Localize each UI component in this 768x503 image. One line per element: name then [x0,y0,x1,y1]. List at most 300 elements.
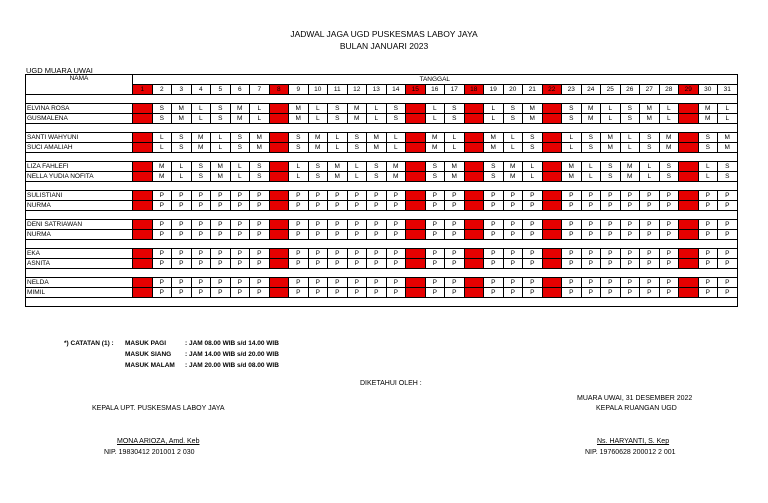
shift-cell: L [503,143,523,153]
shift-cell: L [328,143,348,153]
shift-cell: L [250,114,270,124]
shift-cell: M [581,114,601,124]
shift-cell: M [250,143,270,153]
shift-cell: M [191,143,211,153]
shift-hours-value: : JAM 20.00 WIB s/d 08.00 WIB [185,362,279,369]
shift-cell: P [581,191,601,201]
shift-cell: P [523,230,543,240]
shift-cell: L [133,278,153,288]
shift-cell: P [328,259,348,269]
shift-cell: P [172,220,192,230]
shift-cell: P [581,259,601,269]
shift-cell: L [542,220,562,230]
shift-cell: P [308,201,328,211]
shift-cell: M [698,104,718,114]
shift-cell: P [503,259,523,269]
shift-cell: S [133,172,153,182]
shift-cell: P [425,191,445,201]
shift-cell: L [269,220,289,230]
shift-cell: S [698,133,718,143]
shift-cell: L [172,162,192,172]
shift-cell: S [211,104,231,114]
shift-cell: S [133,162,153,172]
shift-cell: M [133,143,153,153]
day-number-cell: 24 [581,85,601,95]
group-spacer-row [26,240,738,249]
shift-cell: P [230,191,250,201]
staff-row [26,133,738,143]
staff-row [26,201,738,211]
shift-cell: P [133,201,153,211]
group-spacer-row [26,124,738,133]
shift-cell: P [464,259,484,269]
shift-cell: P [620,230,640,240]
shift-cell: S [464,143,484,153]
shift-cell: M [562,162,582,172]
shift-cell: S [406,133,426,143]
shift-cell: P [152,278,172,288]
shift-cell: P [328,220,348,230]
shift-cell: M [425,143,445,153]
shift-cell: P [406,230,426,240]
shift-cell: M [347,104,367,114]
day-number-cell: 21 [523,85,543,95]
shift-cell: L [542,259,562,269]
shift-cell: S [601,162,621,172]
shift-cell: P [289,191,309,201]
shift-cell: P [152,201,172,211]
shift-cell: P [250,259,270,269]
shift-cell: M [698,114,718,124]
shift-cell: L [464,220,484,230]
shift-cell: P [211,191,231,201]
shift-cell: P [191,259,211,269]
shift-cell: M [640,114,660,124]
shift-cell: M [289,114,309,124]
shift-cell: P [659,230,679,240]
shift-cell: P [640,230,660,240]
day-number-cell: 13 [367,85,387,95]
shift-cell: L [269,249,289,259]
shift-cell: P [698,201,718,211]
shift-cell: L [601,104,621,114]
shift-cell: P [620,288,640,298]
shift-cell: P [659,191,679,201]
shift-cell: P [308,249,328,259]
shift-cell: P [172,191,192,201]
shift-cell: P [152,288,172,298]
shift-cell: L [386,143,406,153]
day-number-row [26,85,738,95]
shift-cell: L [269,133,289,143]
shift-hours-value: : JAM 08.00 WIB s/d 14.00 WIB [185,340,279,347]
shift-cell: P [464,249,484,259]
shift-cell: S [484,172,504,182]
shift-cell: L [679,220,699,230]
day-number-cell: 28 [659,85,679,95]
shift-cell: P [445,201,465,211]
shift-cell: M [601,133,621,143]
staff-name: LIZA FAHLEFI [26,162,133,172]
shift-cell: P [367,249,387,259]
shift-cell: S [718,172,738,182]
shift-cell: P [445,259,465,269]
shift-cell: P [562,259,582,269]
shift-cell: L [347,172,367,182]
name-column-header: NAMA [26,75,133,95]
shift-cell: P [581,201,601,211]
shift-cell: S [562,104,582,114]
shift-cell: M [659,133,679,143]
shift-cell: P [328,288,348,298]
shift-cell: P [679,288,699,298]
shift-cell: P [230,230,250,240]
right-signatory-role: KEPALA RUANGAN UGD [596,405,677,412]
shift-cell: P [328,249,348,259]
shift-cell: L [133,230,153,240]
shift-cell: P [289,278,309,288]
shift-cell: M [133,133,153,143]
shift-cell: S [679,114,699,124]
shift-cell: L [679,249,699,259]
shift-cell: S [542,162,562,172]
shift-cell: P [289,249,309,259]
shift-cell: M [172,114,192,124]
shift-cell: L [620,143,640,153]
shift-cell: P [425,201,445,211]
shift-cell: L [172,172,192,182]
shift-cell: P [386,230,406,240]
shift-cell: L [679,201,699,211]
day-number-cell: 2 [152,85,172,95]
shift-cell: P [718,191,738,201]
spacer-cell [26,269,738,278]
shift-cell: P [523,278,543,288]
shift-cell: P [484,259,504,269]
shift-cell: P [386,220,406,230]
staff-name: GUSMALENA [26,114,133,124]
shift-cell: L [581,172,601,182]
shift-cell: L [406,172,426,182]
shift-cell: S [406,143,426,153]
shift-cell: P [601,249,621,259]
shift-cell: M [191,133,211,143]
shift-cell: P [601,278,621,288]
day-number-cell: 4 [191,85,211,95]
shift-cell: L [581,162,601,172]
shift-cell: P [152,230,172,240]
day-number-cell: 1 [133,85,153,95]
shift-cell: P [289,220,309,230]
shift-cell: P [152,191,172,201]
shift-cell: L [269,259,289,269]
shift-cell: P [211,230,231,240]
shift-cell: P [601,259,621,269]
shift-cell: L [464,201,484,211]
shift-cell: L [484,114,504,124]
shift-cell: P [250,288,270,298]
staff-row [26,191,738,201]
shift-cell: S [464,133,484,143]
shift-cell: S [484,162,504,172]
shift-cell: S [347,133,367,143]
shift-cell: P [386,259,406,269]
shift-cell: M [289,104,309,114]
spacer-cell [26,95,738,104]
shift-hours-label: MASUK SIANG [125,351,172,358]
shift-cell: M [211,172,231,182]
shift-cell: L [679,191,699,201]
shift-cell: S [503,104,523,114]
shift-cell: P [620,191,640,201]
staff-name: NELDA [26,278,133,288]
shift-cell: P [367,201,387,211]
day-number-cell: 16 [425,85,445,95]
shift-cell: L [659,114,679,124]
shift-cell: M [367,133,387,143]
shift-cell: P [445,230,465,240]
shift-cell [133,114,153,124]
shift-cell: P [562,249,582,259]
shift-cell: P [445,220,465,230]
shift-cell: P [328,230,348,240]
shift-cell: S [250,162,270,172]
shift-cell: P [425,278,445,288]
shift-cell: P [484,288,504,298]
shift-cell: M [172,104,192,114]
shift-cell: P [230,201,250,211]
day-number-cell: 6 [230,85,250,95]
notes-label: *) CATATAN (1) : [64,340,114,347]
shift-cell: P [659,259,679,269]
shift-cell: M [328,172,348,182]
shift-cell: P [698,259,718,269]
shift-cell: L [503,133,523,143]
shift-cell: P [230,259,250,269]
shift-cell: M [445,172,465,182]
shift-cell: S [191,162,211,172]
shift-cell: L [542,104,562,114]
shift-cell: P [172,259,192,269]
shift-cell: S [289,133,309,143]
shift-cell: L [269,230,289,240]
shift-cell: L [542,288,562,298]
shift-cell: L [308,114,328,124]
shift-cell: M [484,143,504,153]
staff-row [26,278,738,288]
shift-cell: P [172,278,192,288]
shift-cell: L [191,104,211,114]
shift-cell: P [191,191,211,201]
staff-row [26,162,738,172]
shift-cell: L [640,162,660,172]
shift-cell: L [269,143,289,153]
shift-cell: P [484,278,504,288]
shift-cell: L [718,104,738,114]
day-number-cell: 22 [542,85,562,95]
shift-cell: P [659,220,679,230]
shift-cell: P [211,288,231,298]
shift-cell: M [601,143,621,153]
shift-cell: L [542,230,562,240]
shift-cell: S [620,114,640,124]
shift-cell: P [503,288,523,298]
shift-cell: P [347,259,367,269]
staff-name: EKA [26,249,133,259]
shift-cell: P [250,201,270,211]
shift-cell: L [464,191,484,201]
shift-cell: L [698,162,718,172]
shift-cell: S [172,133,192,143]
shift-cell: P [425,288,445,298]
document-title: JADWAL JAGA UGD PUSKESMAS LABOY JAYA [290,29,478,39]
left-signatory-role: KEPALA UPT. PUSKESMAS LABOY JAYA [92,405,225,412]
shift-cell: P [698,230,718,240]
shift-cell: P [659,201,679,211]
shift-cell: M [679,162,699,172]
shift-cell: M [347,114,367,124]
shift-cell: M [328,162,348,172]
shift-cell: L [445,143,465,153]
shift-cell: P [230,288,250,298]
shift-cell: P [133,191,153,201]
shift-cell: L [133,259,153,269]
shift-cell: P [718,201,738,211]
staff-name: NURMA [26,230,133,240]
shift-cell: P [425,259,445,269]
shift-cell: L [425,114,445,124]
day-number-cell: 17 [445,85,465,95]
shift-cell [133,104,153,114]
day-number-cell: 14 [386,85,406,95]
shift-cell: P [503,278,523,288]
day-number-cell: 26 [620,85,640,95]
shift-cell: P [523,288,543,298]
shift-cell: P [445,278,465,288]
shift-cell: P [601,230,621,240]
day-number-cell: 30 [698,85,718,95]
shift-cell: L [152,133,172,143]
shift-cell: P [172,288,192,298]
shift-cell: S [367,162,387,172]
shift-cell: P [620,201,640,211]
shift-cell: L [133,288,153,298]
document-subtitle: BULAN JANUARI 2023 [339,41,429,51]
shift-cell: M [542,133,562,143]
shift-cell: P [523,249,543,259]
shift-cell: P [289,201,309,211]
shift-cell: P [523,220,543,230]
shift-cell: S [659,172,679,182]
shift-cell: M [640,104,660,114]
shift-cell: P [191,249,211,259]
right-signatory-nip: NIP. 19760628 200012 2 001 [585,449,676,456]
day-number-cell: 8 [269,85,289,95]
shift-cell: P [230,278,250,288]
shift-cell: P [718,220,738,230]
shift-cell: P [620,220,640,230]
shift-cell: M [250,133,270,143]
shift-cell: P [308,278,328,288]
shift-cell: P [347,230,367,240]
group-spacer-row [26,95,738,104]
shift-cell: P [386,288,406,298]
shift-cell: S [191,172,211,182]
shift-cell: P [367,191,387,201]
shift-cell: L [464,288,484,298]
shift-cell: M [503,162,523,172]
shift-cell: P [367,230,387,240]
shift-cell: S [445,114,465,124]
tanggal-header: TANGGAL [133,75,738,85]
group-spacer-row [26,269,738,278]
shift-cell: P [191,288,211,298]
shift-cell: P [211,278,231,288]
shift-cell: S [386,104,406,114]
shift-cell: L [211,143,231,153]
shift-cell: P [328,201,348,211]
shift-cell: P [601,220,621,230]
shift-cell: M [542,143,562,153]
day-number-cell: 15 [406,85,426,95]
shift-cell: M [230,114,250,124]
shift-cell: P [679,278,699,288]
shift-cell: P [523,259,543,269]
shift-cell: P [308,191,328,201]
shift-cell: L [308,104,328,114]
staff-row [26,172,738,182]
shift-cell: P [152,249,172,259]
shift-cell: M [386,172,406,182]
staff-name: SANTI WAHYUNI [26,133,133,143]
shift-cell: L [191,114,211,124]
shift-cell: S [581,133,601,143]
shift-cell: S [620,104,640,114]
shift-cell: P [484,249,504,259]
shift-cell: P [523,191,543,201]
shift-cell: L [347,162,367,172]
shift-cell: P [718,249,738,259]
shift-cell: L [289,162,309,172]
shift-cell: L [620,133,640,143]
shift-cell: P [406,220,426,230]
shift-cell: P [503,220,523,230]
shift-cell: P [640,259,660,269]
shift-cell: P [484,191,504,201]
shift-cell: P [445,191,465,201]
shift-cell: S [269,104,289,114]
shift-cell: S [152,114,172,124]
staff-row [26,259,738,269]
shift-cell: P [152,220,172,230]
shift-cell: M [269,172,289,182]
shift-cell: M [211,162,231,172]
shift-cell: M [523,104,543,114]
shift-cell: S [640,133,660,143]
shift-cell: S [308,162,328,172]
shift-cell: P [425,249,445,259]
shift-cell: L [698,172,718,182]
shift-cell: P [718,259,738,269]
shift-cell: P [698,191,718,201]
shift-cell: P [191,230,211,240]
shift-cell: M [679,172,699,182]
shift-cell: S [230,143,250,153]
shift-cell: L [464,162,484,172]
shift-cell: S [445,104,465,114]
shift-cell: L [659,104,679,114]
shift-cell: P [386,191,406,201]
